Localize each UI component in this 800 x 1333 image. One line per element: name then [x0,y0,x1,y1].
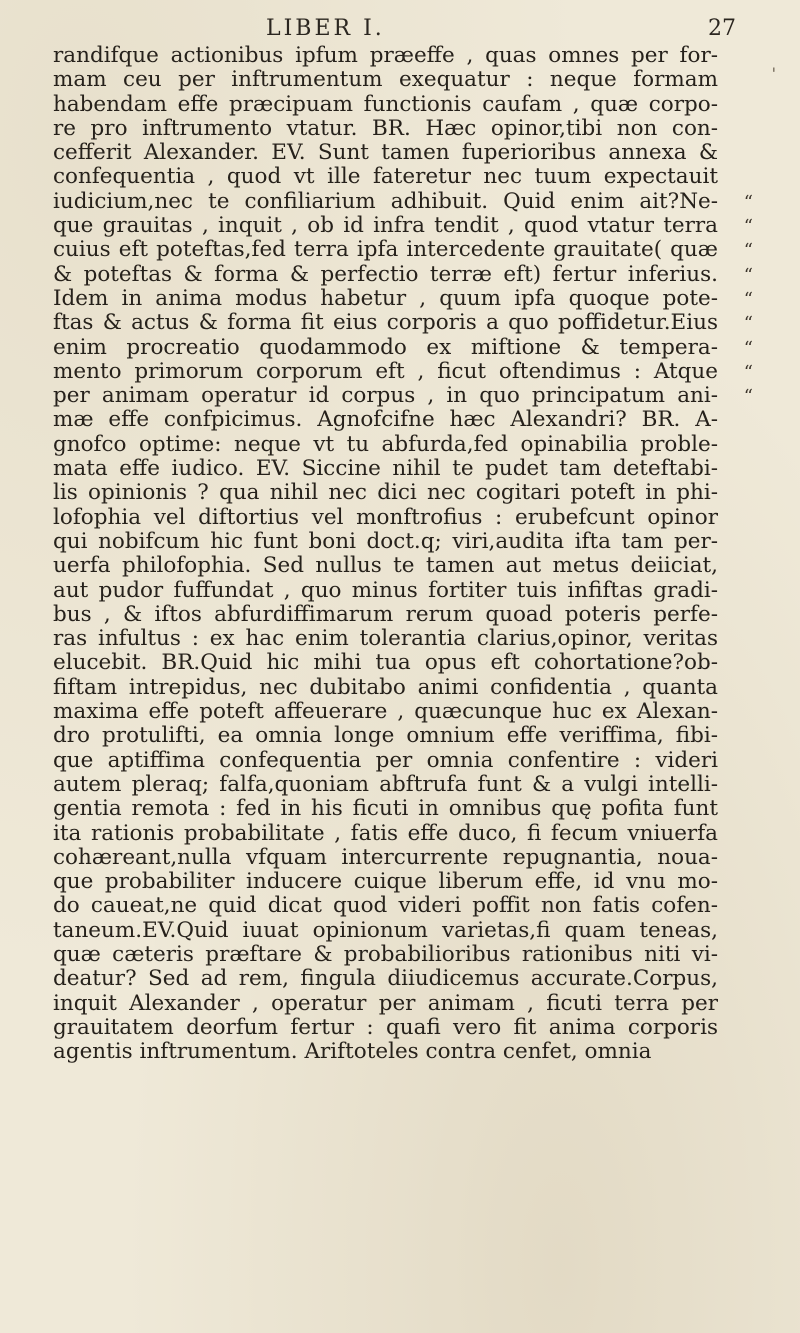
text-line [53,579,753,603]
line-text: enim procreatio quodammodo ex miftione & tempera- [53,335,718,360]
line-text: ras infultus : ex hac enim tolerantia clarius,opinor, veritas [53,627,718,652]
line-text: randifque actionibus ipfum præeffe , quas omnes per for- [53,44,718,68]
quotation-mark: “ [743,288,753,310]
text-line [53,457,753,481]
text-line [53,214,753,238]
line-text: elucebit. BR.Quid hic mihi tua opus eft cohortatione?ob- [53,651,718,676]
line-text: per animam operatur id corpus , in quo principatum ani- [53,384,718,409]
text-line [53,724,753,748]
line-text: agentis inftrumentum. Ariftoteles contra cenfet, omnia [53,1040,652,1065]
line-text: Idem in anima modus habetur , quum ipfa quoque pote- [53,286,718,311]
text-line [53,967,753,991]
text-line [53,44,753,68]
text-line [53,1016,753,1040]
text-line [53,943,753,967]
line-text: maxima effe poteft affeuerare , quæcunque huc ex Alexan- [53,700,718,725]
text-line [53,554,753,578]
line-text: mam ceu per inftrumentum exequatur : neque formam [53,68,718,93]
line-text: autem pleraq; falfa,quoniam abftrufa funt & a vulgi intelli- [53,772,718,797]
text-line [53,93,753,117]
quotation-mark: “ [743,216,753,238]
line-text: quæ cæteris præftare & probabilioribus rationibus niti vi- [53,942,718,967]
text-line [53,165,753,189]
text-line [53,870,753,894]
body-text [53,44,753,1064]
page-number: 27 [708,16,736,41]
line-text: fiftam intrepidus, nec dubitabo animi confidentia , quanta [53,675,718,700]
text-line [53,287,753,311]
quotation-mark: “ [743,191,753,213]
text-line [53,190,753,214]
line-text: taneum.EV.Quid iuuat opinionum varietas,fi quam teneas, [53,918,718,943]
text-line [53,773,753,797]
text-line [53,846,753,870]
line-text: lofophia vel diftortius vel monftrofius : erubefcunt opinor [53,505,718,530]
text-line [53,506,753,530]
line-text: uerfa philofophia. Sed nullus te tamen aut metus deiiciat, [53,554,718,579]
line-text: & poteftas & forma & perfectio terræ eft) fertur inferius. [53,262,718,287]
line-text: confequentia , quod vt ille fateretur nec tuum expectauit [53,165,718,190]
text-line [53,919,753,943]
quotation-mark: “ [743,386,753,408]
line-text: ita rationis probabilitate , fatis effe duco, fi fecum vniuerfa [53,821,718,846]
quotation-mark: “ [743,361,753,383]
quotation-mark: “ [743,313,753,335]
text-line [53,676,753,700]
line-text: re pro inftrumento vtatur. BR. Hæc opinor,tibi non con- [53,116,718,141]
text-line [53,603,753,627]
text-line [53,992,753,1016]
line-text: cuius eft poteftas,fed terra ipfa intercedente grauitate( quæ [53,238,718,263]
text-line [53,530,753,554]
line-text: que probabiliter inducere cuique liberum effe, id vnu mo- [53,870,718,895]
line-text: gentia remota : fed in his ficuti in omnibus quę pofita funt [53,797,718,822]
text-line [53,822,753,846]
line-text: habendam effe præcipuam functionis caufam , quæ corpo- [53,92,718,117]
text-line [53,749,753,773]
line-text: gnofco optime: neque vt tu abfurda,fed opinabilia proble- [53,432,718,457]
text-line [53,68,753,92]
text-line [53,117,753,141]
line-text: grauitatem deorfum fertur : quafi vero fit anima corporis [53,1015,718,1040]
text-line [53,433,753,457]
line-text: qui nobifcum hic funt boni doct.q; viri,audita ifta tam per- [53,529,718,554]
quotation-mark: “ [743,264,753,286]
quotation-mark: “ [743,337,753,359]
line-text: bus , & iftos abfurdiffimarum rerum quoad poteris perfe- [53,602,718,627]
line-text: cohæreant,nulla vfquam intercurrente repugnantia, noua- [53,845,718,870]
text-line [53,238,753,262]
text-line [53,700,753,724]
page-header [266,16,736,46]
text-line [53,336,753,360]
line-text: mento primorum corporum eft , ficut oftendimus : Atque [53,359,718,384]
text-line [53,894,753,918]
line-text: que grauitas , inquit , ob id infra tendit , quod vtatur terra [53,214,718,239]
line-text: cefferit Alexander. EV. Sunt tamen fuperioribus annexa & [53,141,718,166]
text-line [53,651,753,675]
line-text: deatur? Sed ad rem, fingula diiudicemus accurate.Corpus, [53,967,718,992]
line-text: iudicium,nec te confiliarium adhibuit. Quid enim ait?Ne- [53,189,718,214]
line-text: que aptiffima confequentia per omnia confentire : videri [53,748,718,773]
text-line [53,263,753,287]
line-text: aut pudor fuffundat , quo minus fortiter tuis infiftas gradi- [53,578,718,603]
text-line [53,311,753,335]
text-line [53,481,753,505]
line-text: inquit Alexander , operatur per animam , ficuti terra per [53,991,718,1016]
line-text: mæ effe confpicimus. Agnofcifne hæc Alexandri? BR. A- [53,408,718,433]
text-line [53,1040,753,1064]
text-line [53,141,753,165]
line-text: mata effe iudico. EV. Siccine nihil te pudet tam deteftabi- [53,457,718,482]
line-text: ftas & actus & forma fit eius corporis a quo poffidetur.Eius [53,311,718,336]
text-line [53,627,753,651]
line-text: lis opinionis ? qua nihil nec dici nec cogitari poteft in phi- [53,481,718,506]
line-text: do caueat,ne quid dicat quod videri poffit non fatis cofen- [53,894,718,919]
text-line [53,360,753,384]
line-text: dro protulifti, ea omnia longe omnium effe veriffima, fibi- [53,724,718,749]
text-line [53,797,753,821]
margin-mark: ' [771,64,776,83]
text-line [53,408,753,432]
text-line [53,384,753,408]
quotation-mark: “ [743,240,753,262]
running-title: LIBER I. [266,16,385,41]
